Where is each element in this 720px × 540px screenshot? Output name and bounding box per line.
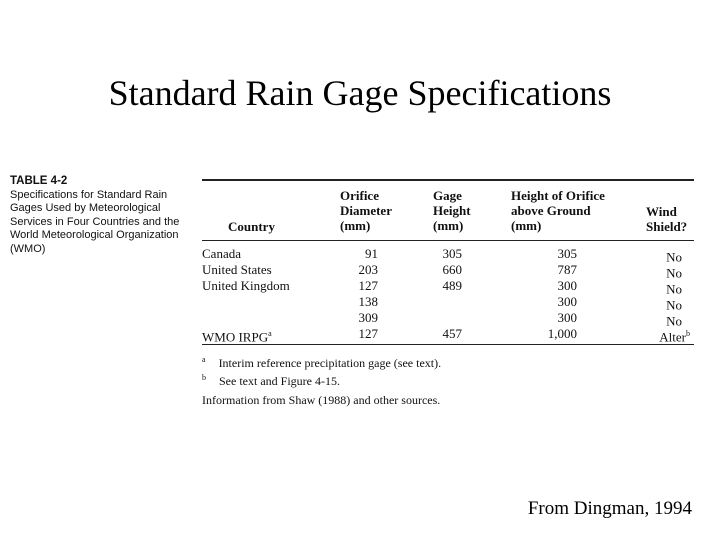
cell-gage-height: 489 [442,278,462,293]
cell-country-text: WMO IRPG [202,329,269,345]
table-caption-text: Specifications for Standard Rain Gages Used by Meteorological Services in Four Countries and the World Meteorological Organization (WMO) [10,188,180,255]
header-orifice-diameter [340,188,392,233]
header-orifice-height-line2: above Ground [511,203,591,218]
footnote-text: See text and Figure 4-15. [219,374,340,388]
cell-orifice-height: 1,000 [547,326,577,341]
header-wind-shield-line2: Shield? [646,219,688,234]
cell-country-sup: a [268,329,272,338]
table-caption [10,175,190,256]
footnote-mark: b [202,373,206,382]
cell-orifice-height: 787 [557,262,577,277]
cell-wind-shield-text: No [666,249,682,265]
cell-orifice-height: 300 [557,294,577,309]
header-gage-height-line1: Gage [433,188,462,203]
header-wind-shield-line1: Wind [646,204,677,219]
cell-country: United States [202,262,272,277]
cell-gage-height: 305 [442,246,462,261]
header-orifice-diameter-line3: (mm) [340,218,371,233]
source-note: Information from Shaw (1988) and other sources. [202,393,441,407]
header-wind-shield [646,204,687,234]
cell-orifice-height: 305 [557,246,577,261]
header-orifice-height [511,188,605,233]
header-gage-height-line2: Height [433,203,471,218]
cell-wind-shield-text: No [666,265,682,281]
table-header-rule [202,240,694,241]
cell-wind-shield-text: No [666,281,682,297]
header-orifice-diameter-line2: Diameter [340,203,392,218]
footnote-text: Interim reference precipitation gage (see text). [218,356,442,370]
table-label: TABLE 4-2 [10,175,68,187]
cell-diameter: 91 [365,246,378,261]
cell-country: United Kingdom [202,278,290,293]
header-gage-height-line3: (mm) [433,218,464,233]
header-country: Country [228,219,275,234]
cell-diameter: 309 [358,310,378,325]
cell-diameter: 127 [358,326,378,341]
cell-wind-shield-sup: b [686,329,690,338]
footnote-mark: a [202,355,206,364]
footnote [202,373,340,389]
cell-orifice-height: 300 [557,278,577,293]
header-orifice-diameter-line1: Orifice [340,188,379,203]
slide-credit: From Dingman, 1994 [527,498,692,519]
cell-diameter: 138 [358,294,378,309]
header-orifice-height-line3: (mm) [511,218,542,233]
header-gage-height [433,188,471,233]
cell-diameter: 203 [358,262,378,277]
slide-title: Standard Rain Gage Specifications [108,73,612,113]
header-orifice-height-line1: Height of Orifice [511,188,605,203]
cell-wind-shield [630,326,690,345]
cell-country [202,326,272,345]
cell-orifice-height: 300 [557,310,577,325]
footnote [202,355,441,371]
cell-gage-height: 457 [442,326,462,341]
table-bottom-rule [202,344,694,345]
table-top-rule [202,179,694,181]
cell-country: Canada [202,246,241,261]
cell-gage-height: 660 [442,262,462,277]
cell-wind-shield-text: Alter [659,329,686,345]
cell-wind-shield-text: No [666,297,682,313]
cell-wind-shield-text: No [666,313,682,329]
cell-diameter: 127 [358,278,378,293]
